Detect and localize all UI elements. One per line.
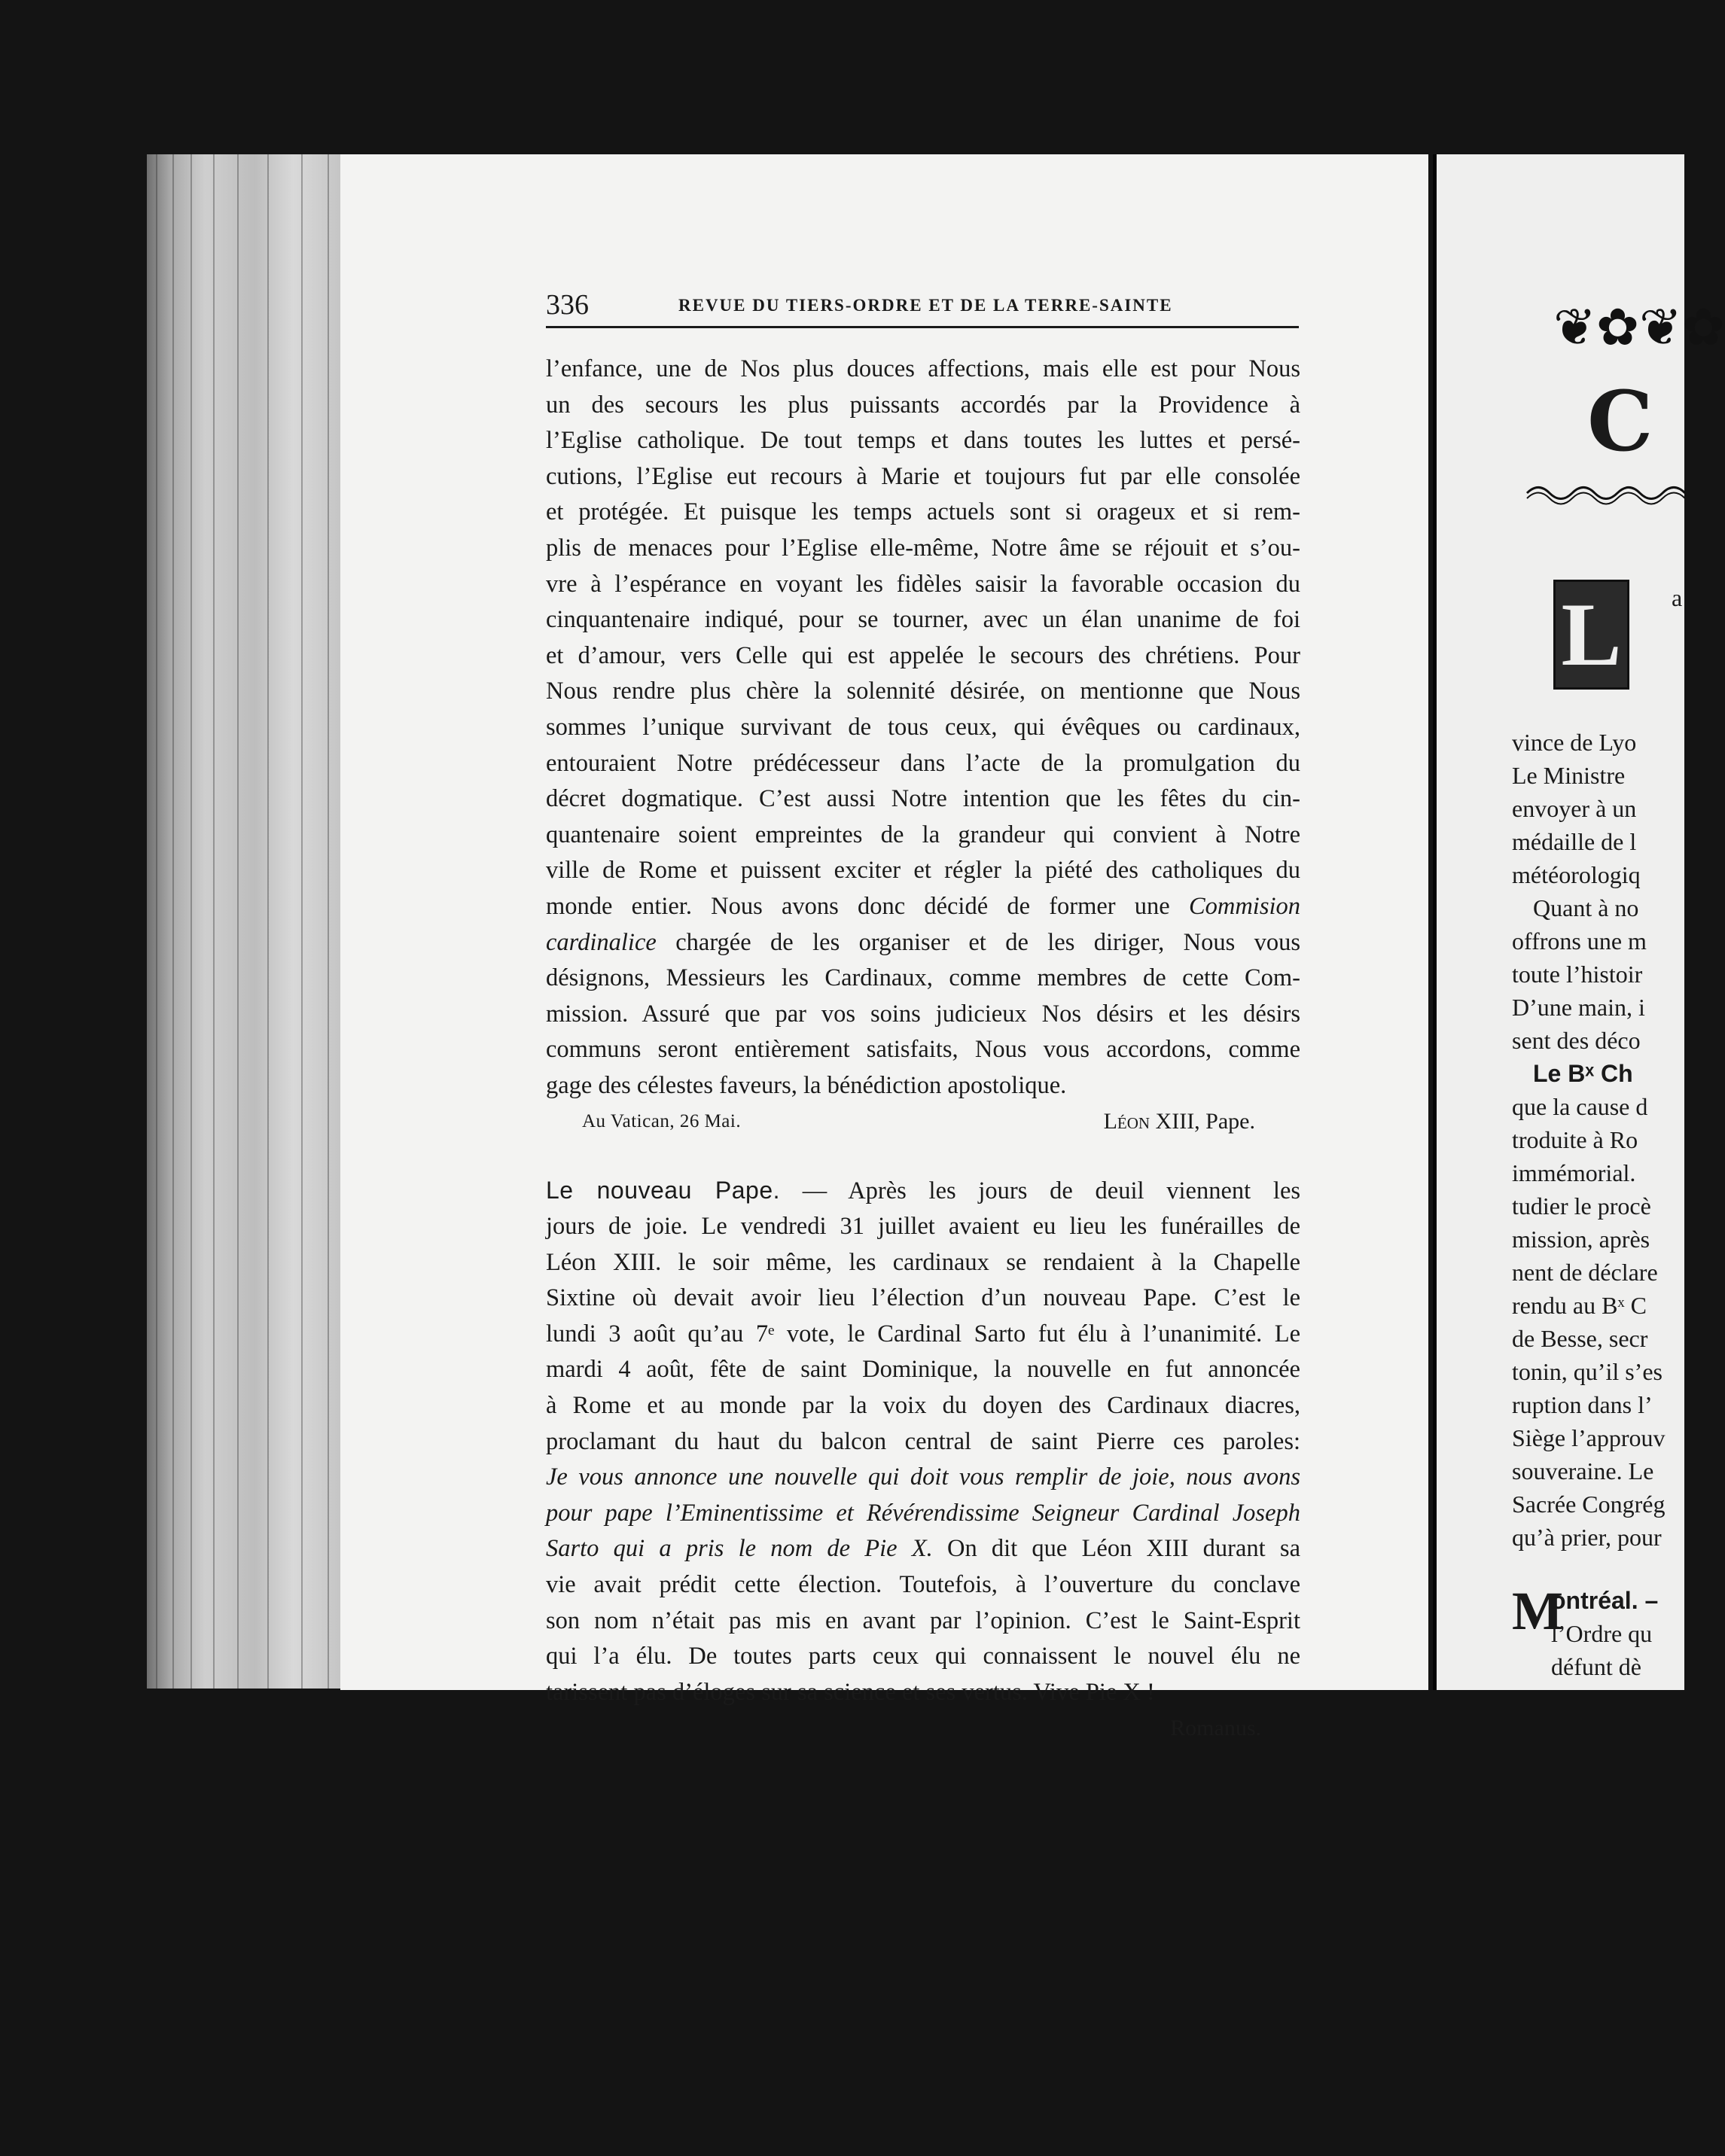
text-run: chargée de les organiser et de les diriger, Nous vous — [675, 928, 1301, 956]
decorated-initial-m: M — [1512, 1581, 1563, 1641]
italic-line: Je vous annonce une nouvelle qui doit vous remplir de joie, nous avons — [546, 1463, 1300, 1491]
wave-ornament — [1527, 482, 1693, 504]
text-line: qu’à prier, pour — [1512, 1524, 1662, 1551]
text-line: proclamant du haut du balcon central de saint Pierre ces paroles: — [546, 1427, 1300, 1455]
text-line: ontréal. – — [1551, 1587, 1659, 1614]
text-run: monde entier. Nous avons donc décidé de former une — [546, 892, 1170, 920]
text-line: communs seront entièrement satisfaits, Nous vous accordons, comme — [546, 1036, 1300, 1064]
text-run: — Après les jours de deuil viennent les — [802, 1177, 1301, 1205]
text-line — [546, 1173, 1300, 1209]
text-line: Quant à no — [1533, 894, 1639, 921]
text-line: vre à l’espérance en voyant les fidèles saisir la favorable occasion du — [546, 570, 1300, 598]
text-line: de Besse, secr — [1512, 1325, 1648, 1352]
text-line: D’une main, i — [1512, 994, 1645, 1021]
text-line: que la cause d — [1512, 1093, 1648, 1120]
text-line: médaille de l — [1512, 828, 1637, 855]
text-line: lundi 3 août qu’au 7ᵉ vote, le Cardinal Sarto fut élu à l’unanimité. Le — [546, 1320, 1300, 1348]
text-line: qui l’a élu. De toutes parts ceux qui connaissent le nouvel élu ne — [546, 1643, 1300, 1670]
article-author: Romanus. — [1170, 1716, 1261, 1741]
text-line: ville de Rome et puissent exciter et régler la piété des catholiques du — [546, 857, 1300, 885]
text-line: Nous rendre plus chère la solennité désirée, on mentionne que Nous — [546, 678, 1300, 705]
article-nouveau-pape — [546, 1173, 1300, 1746]
text-line: Le Bˣ Ch — [1533, 1060, 1633, 1087]
text-line: envoyer à un — [1512, 795, 1637, 822]
page-header — [546, 288, 1299, 328]
text-line: plis de menaces pour l’Eglise elle-même, Notre âme se réjouit et s’ou- — [546, 534, 1300, 562]
text-line: cutions, l’Eglise eut recours à Marie et toujours fut par elle consolée — [546, 462, 1300, 490]
text-line: troduite à Ro — [1512, 1126, 1638, 1153]
text-line: à Rome et au monde par la voix du doyen des Cardinaux diacres, — [546, 1392, 1300, 1420]
text-line: offrons une m — [1512, 927, 1647, 955]
signatory-name: Léon — [1103, 1109, 1151, 1134]
text-line: jours de joie. Le vendredi 31 juillet avaient eu lieu les funérailles de — [546, 1213, 1300, 1241]
title-fragment: C — [1587, 373, 1653, 470]
text-line: a — [1672, 584, 1683, 611]
text-run: On dit que Léon XIII durant sa — [947, 1535, 1300, 1563]
text-line: nent de déclare — [1512, 1259, 1658, 1286]
text-line: Sixtine où devait avoir lieu l’élection d’un nouveau Pape. C’est le — [546, 1284, 1300, 1312]
text-line: l’Eglise catholique. De tout temps et dans toutes les luttes et persé- — [546, 427, 1300, 455]
text-line: défunt dè — [1551, 1653, 1641, 1680]
text-line: un des secours les plus puissants accordés par la Providence à — [546, 391, 1300, 419]
page-number: 336 — [546, 289, 589, 321]
book-page-edges — [147, 154, 343, 1689]
text-line: mardi 4 août, fête de saint Dominique, la nouvelle en fut annoncée — [546, 1356, 1300, 1384]
text-line: tonin, qu’il s’es — [1512, 1358, 1663, 1385]
text-line: vince de Lyo — [1512, 729, 1637, 756]
text-line: gage des célestes faveurs, la bénédiction apostolique. — [546, 1071, 1067, 1099]
text-line: et protégée. Et puisque les temps actuels sont si orageux et si rem- — [546, 498, 1300, 526]
text-line: et d’amour, vers Celle qui est appelée le secours des chrétiens. Pour — [546, 641, 1300, 669]
text-line: immémorial. — [1512, 1159, 1636, 1186]
text-line: tudier le procè — [1512, 1192, 1651, 1220]
text-line — [546, 925, 1300, 961]
text-line: toute l’histoir — [1512, 961, 1643, 988]
text-line: quantenaire soient empreintes de la grandeur qui convient à Notre — [546, 821, 1300, 848]
text-line: rendu au Bˣ C — [1512, 1292, 1647, 1319]
italic-text: Commision — [1188, 892, 1301, 920]
left-page — [340, 154, 1428, 1741]
letter-text — [546, 352, 1300, 1104]
place-date: Au Vatican, 26 Mai. — [582, 1111, 742, 1132]
text-line: souveraine. Le — [1512, 1457, 1654, 1485]
text-line: mission, après — [1512, 1226, 1650, 1253]
text-line: sommes l’unique survivant de tous ceux, qui évêques ou cardinaux, — [546, 713, 1300, 741]
text-line: Siège l’approuv — [1512, 1424, 1666, 1451]
text-line: entouraient Notre prédécesseur dans l’acte de la promulgation du — [546, 749, 1300, 777]
text-line: ruption dans l’ — [1512, 1391, 1653, 1418]
right-page — [1433, 154, 1725, 1690]
text-line: vie avait prédit cette élection. Toutefois, à l’ouverture du conclave — [546, 1571, 1300, 1598]
text-line: Léon XIII. le soir même, les cardinaux se rendaient à la Chapelle — [546, 1248, 1300, 1276]
signatory — [1104, 1104, 1300, 1140]
decorated-initial: L — [1553, 580, 1629, 690]
text-line: désignons, Messieurs les Cardinaux, comme membres de cette Com- — [546, 964, 1300, 992]
text-line: décret dogmatique. C’est aussi Notre intention que les fêtes du cin- — [546, 785, 1300, 813]
signatory-title: XIII, Pape. — [1155, 1109, 1255, 1134]
text-line: l’Ordre qu — [1551, 1620, 1653, 1647]
text-line: cinquantenaire indiqué, pour se tourner, avec un élan unanime de foi — [546, 606, 1300, 634]
article-heading: Le nouveau Pape. — [546, 1177, 781, 1204]
text-line: météorologiq — [1512, 861, 1641, 888]
italic-line: pour pape l’Eminentissime et Révérendissime Seigneur Cardinal Joseph — [546, 1499, 1300, 1527]
text-line: Le Ministre — [1512, 762, 1626, 789]
text-line: sent des déco — [1512, 1027, 1641, 1054]
italic-text: Sarto qui a pris le nom de Pie X. — [546, 1535, 933, 1563]
text-line: l’enfance, une de Nos plus douces affections, mais elle est pour Nous — [546, 355, 1300, 382]
text-line — [546, 889, 1300, 925]
page-body — [546, 352, 1300, 1746]
text-line: son nom n’était pas mis en avant par l’opinion. C’est le Saint-Esprit — [546, 1606, 1300, 1634]
text-line — [546, 1531, 1300, 1567]
text-line: tarissent pas d’éloges sur sa science et ses vertus. Vive Pie X ! — [546, 1678, 1155, 1706]
letter-signature — [546, 1104, 1300, 1140]
running-head: REVUE DU TIERS-ORDRE ET DE LA TERRE-SAINTE — [678, 296, 1173, 315]
italic-text: cardinalice — [546, 928, 657, 956]
text-line: Sacrée Congrég — [1512, 1491, 1666, 1518]
text-line: mission. Assuré que par vos soins judicieux Nos désirs et les désirs — [546, 1000, 1300, 1028]
fleuron-ornament: ❦✿❦✿ — [1553, 299, 1725, 356]
